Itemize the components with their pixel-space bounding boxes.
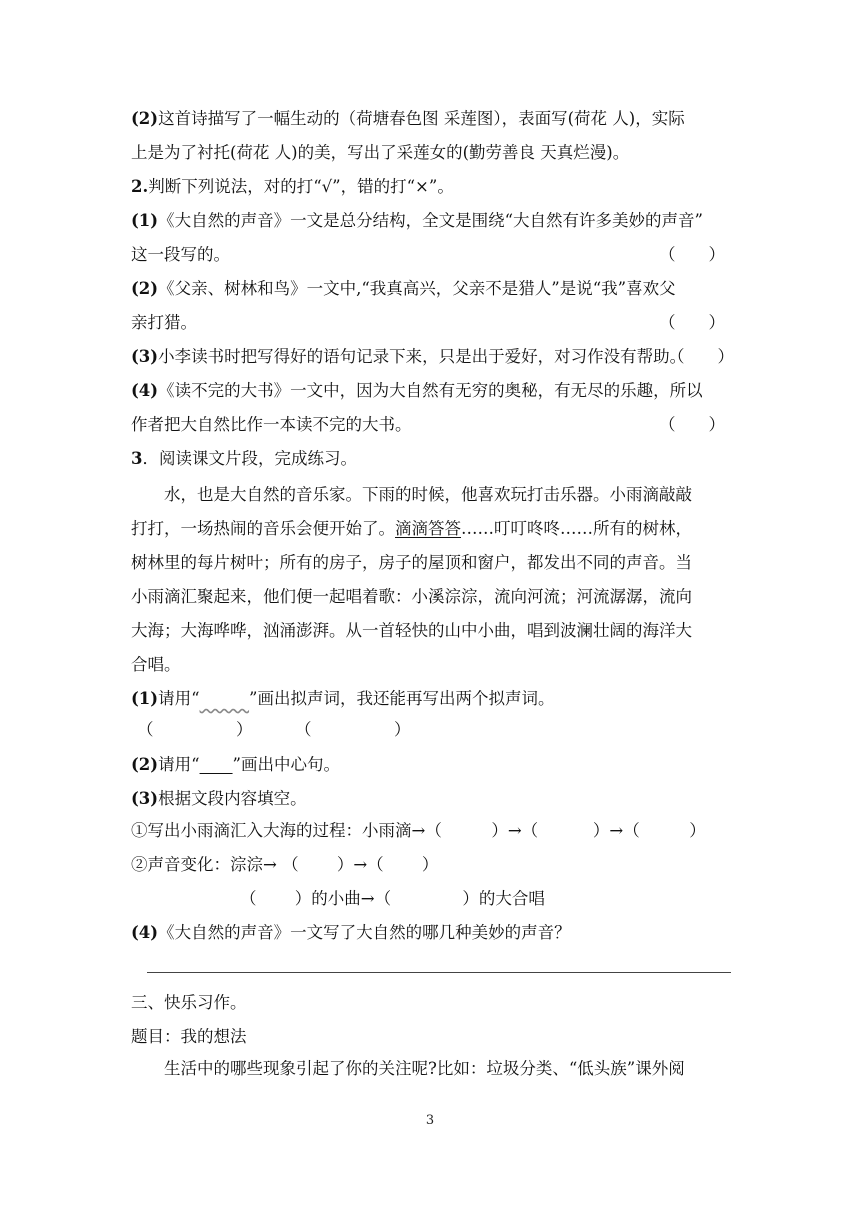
section-writing-heading: 三、快乐习作。 xyxy=(131,993,247,1012)
page-number: 3 xyxy=(425,1113,435,1128)
q2-text: 这首诗描写了一幅生动的（荷塘春色图 采莲图），表面写(荷花 人)，实际 xyxy=(158,109,685,128)
passage-line-4: 小雨滴汇聚起来，他们便一起唱着歌：小溪淙淙，流向河流；河流潺潺，流向 xyxy=(131,587,692,606)
exercise-2-number: (2) xyxy=(131,755,159,774)
writing-topic: 题目：我的想法 xyxy=(131,1027,247,1046)
judge-3-number: (3) xyxy=(131,347,159,366)
section-3-text: ．阅读课文片段，完成练习。 xyxy=(142,449,357,468)
exercise-1-number: (1) xyxy=(131,689,159,708)
exercise-1-blank-1[interactable]: （ ） xyxy=(137,720,253,739)
exercise-4-text: 《大自然的声音》一文写了大自然的哪几种美妙的声音？ xyxy=(158,923,571,942)
judge-2-line-2: 亲打猎。 xyxy=(131,313,197,332)
exercise-1-blank-2[interactable]: （ ） xyxy=(295,720,411,739)
exercise-2-text-a: 请用“ xyxy=(158,755,200,774)
judge-1-line-2: 这一段写的。 xyxy=(131,245,230,264)
exercise-2 xyxy=(131,754,340,776)
exercise-1 xyxy=(131,688,554,710)
judge-1-text: 《大自然的声音》一文是总分结构，全文是围绕“大自然有许多美妙的声音” xyxy=(158,211,703,230)
exercise-3 xyxy=(131,788,307,810)
exercise-3-fill-1[interactable]: ①写出小雨滴汇入大海的过程：小雨滴→（ ）→（ ）→（ ） xyxy=(131,821,706,840)
writing-prompt: 生活中的哪些现象引起了你的关注呢?比如：垃圾分类、“低头族”课外阅 xyxy=(164,1059,685,1078)
passage-line-2 xyxy=(131,518,692,540)
exercise-4 xyxy=(131,922,571,944)
section-3-heading xyxy=(131,448,357,470)
passage-underlined-onomatopoeia: 滴滴答答 xyxy=(395,519,461,538)
passage-line-6: 合唱。 xyxy=(131,655,181,674)
q2-line-1 xyxy=(131,108,685,130)
exercise-3-fill-3[interactable]: （ ）的小曲→（ ）的大合唱 xyxy=(240,889,545,908)
exercise-4-number: (4) xyxy=(131,923,159,942)
exercise-3-fill-2[interactable]: ②声音变化：淙淙→ （ ）→（ ） xyxy=(131,855,439,874)
judge-2-text: 《父亲、树林和鸟》一文中,“我真高兴，父亲不是猎人”是说“我”喜欢父 xyxy=(158,279,676,298)
q2-number: (2) xyxy=(131,109,159,128)
section-2-text: 判断下列说法，对的打“√”，错的打“×”。 xyxy=(148,177,454,196)
passage-line-2-a: 打打，一场热闹的音乐会便开始了。 xyxy=(131,519,395,538)
section-3-number: 3 xyxy=(131,449,143,468)
judge-3-text: 小李读书时把写得好的语句记录下来，只是出于爱好，对习作没有帮助。 xyxy=(158,347,687,366)
section-2-heading xyxy=(131,176,454,198)
answer-rule-line xyxy=(147,972,731,973)
exercise-2-text-b: ”画出中心句。 xyxy=(232,755,340,774)
judge-2-line-1 xyxy=(131,278,676,300)
judge-4-answer-blank[interactable]: （ ） xyxy=(659,415,725,434)
judge-4-text: 《读不完的大书》一文中，因为大自然有无穷的奥秘，有无尽的乐趣，所以 xyxy=(158,381,703,400)
passage-line-1: 水，也是大自然的音乐家。下雨的时候，他喜欢玩打击乐器。小雨滴敲敲 xyxy=(164,485,692,504)
judge-2-answer-blank[interactable]: （ ） xyxy=(659,313,725,332)
section-2-number: 2. xyxy=(131,177,149,196)
wavy-line-sample xyxy=(200,689,250,708)
q2-line-2: 上是为了衬托(荷花 人)的美，写出了采莲女的(勤劳善良 天真烂漫)。 xyxy=(131,143,630,162)
exercise-3-number: (3) xyxy=(131,789,159,808)
exercise-1-text-a: 请用“ xyxy=(158,689,200,708)
judge-2-number: (2) xyxy=(131,279,159,298)
passage-line-3: 树林里的每片树叶；所有的房子，房子的屋顶和窗户，都发出不同的声音。当 xyxy=(131,553,692,572)
passage-line-2-b: ……叮叮咚咚……所有的树林， xyxy=(461,519,692,538)
judge-3-line xyxy=(131,346,686,368)
exercise-1-text-b: ”画出拟声词，我还能再写出两个拟声词。 xyxy=(249,689,555,708)
exercise-3-text: 根据文段内容填空。 xyxy=(158,789,307,808)
straight-line-sample xyxy=(200,755,233,774)
judge-3-answer-blank[interactable]: （ ） xyxy=(668,347,734,366)
passage-line-5: 大海；大海哗哗，汹涌澎湃。从一首轻快的山中小曲，唱到波澜壮阔的海洋大 xyxy=(131,621,692,640)
judge-4-number: (4) xyxy=(131,381,159,400)
judge-4-line-1 xyxy=(131,380,703,402)
judge-4-line-2: 作者把大自然比作一本读不完的大书。 xyxy=(131,415,412,434)
judge-1-line-1 xyxy=(131,210,703,232)
judge-1-number: (1) xyxy=(131,211,159,230)
judge-1-answer-blank[interactable]: （ ） xyxy=(659,245,725,264)
